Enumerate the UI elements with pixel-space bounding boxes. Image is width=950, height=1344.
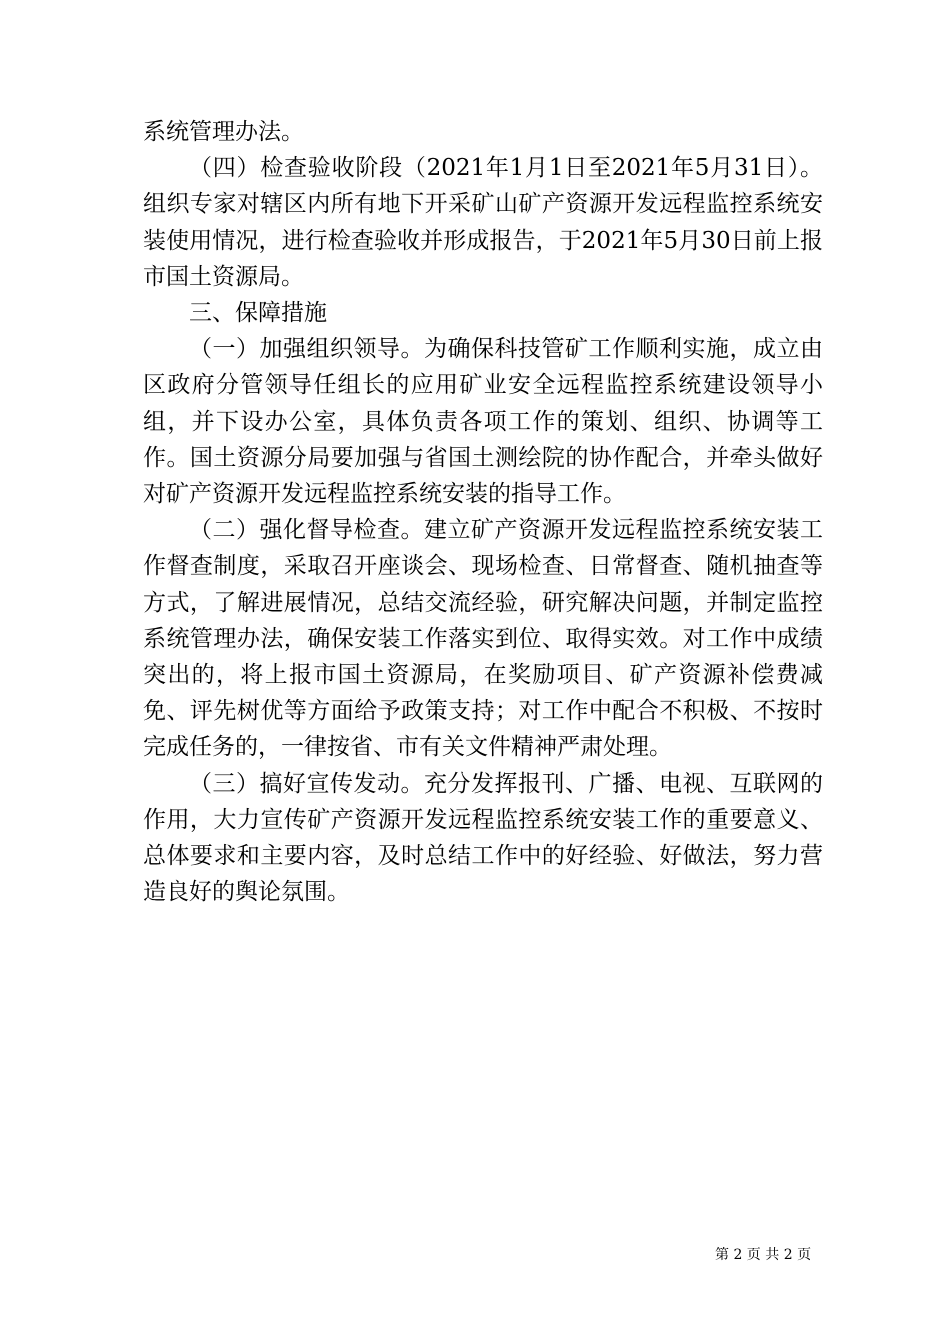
paragraph-publicity: （三）搞好宣传发动。充分发挥报刊、广播、电视、互联网的作用，大力宣传矿产资源开发远程监控系统安装工作的重要意义、总体要求和主要内容，及时总结工作中的好经验、好做法，努力营造良好的舆论氛围。	[143, 770, 823, 906]
paragraph-organization-leadership: （一）加强组织领导。为确保科技管矿工作顺利实施，成立由区政府分管领导任组长的应用矿业安全远程监控系统建设领导小组，并下设办公室，具体负责各项工作的策划、组织、协调等工作。国土资源分局要加强与省国土测绘院的协作配合，并牵头做好对矿产资源开发远程监控系统安装的指导工作。	[143, 336, 823, 508]
page-number-footer: 第 2 页 共 2 页	[715, 1247, 812, 1263]
document-body	[143, 114, 823, 910]
section-heading-safeguards: 三、保障措施	[189, 300, 327, 327]
paragraph-continuation: 系统管理办法。	[143, 119, 304, 145]
paragraph-supervision-inspection: （二）强化督导检查。建立矿产资源开发远程监控系统安装工作督查制度，采取召开座谈会、现场检查、日常督查、随机抽查等方式，了解进展情况，总结交流经验，研究解决问题，并制定监控系统管理办法，确保安装工作落实到位、取得实效。对工作中成绩突出的，将上报市国土资源局，在奖励项目、矿产资源补偿费减免、评先树优等方面给予政策支持；对工作中配合不积极、不按时完成任务的，一律按省、市有关文件精神严肃处理。	[143, 517, 823, 761]
paragraph-inspection-stage: （四）检查验收阶段（2021年1月1日至2021年5月31日）。组织专家对辖区内所有地下开采矿山矿产资源开发远程监控系统安装使用情况，进行检查验收并形成报告，于2021年5月30日前上报市国土资源局。	[143, 155, 823, 290]
